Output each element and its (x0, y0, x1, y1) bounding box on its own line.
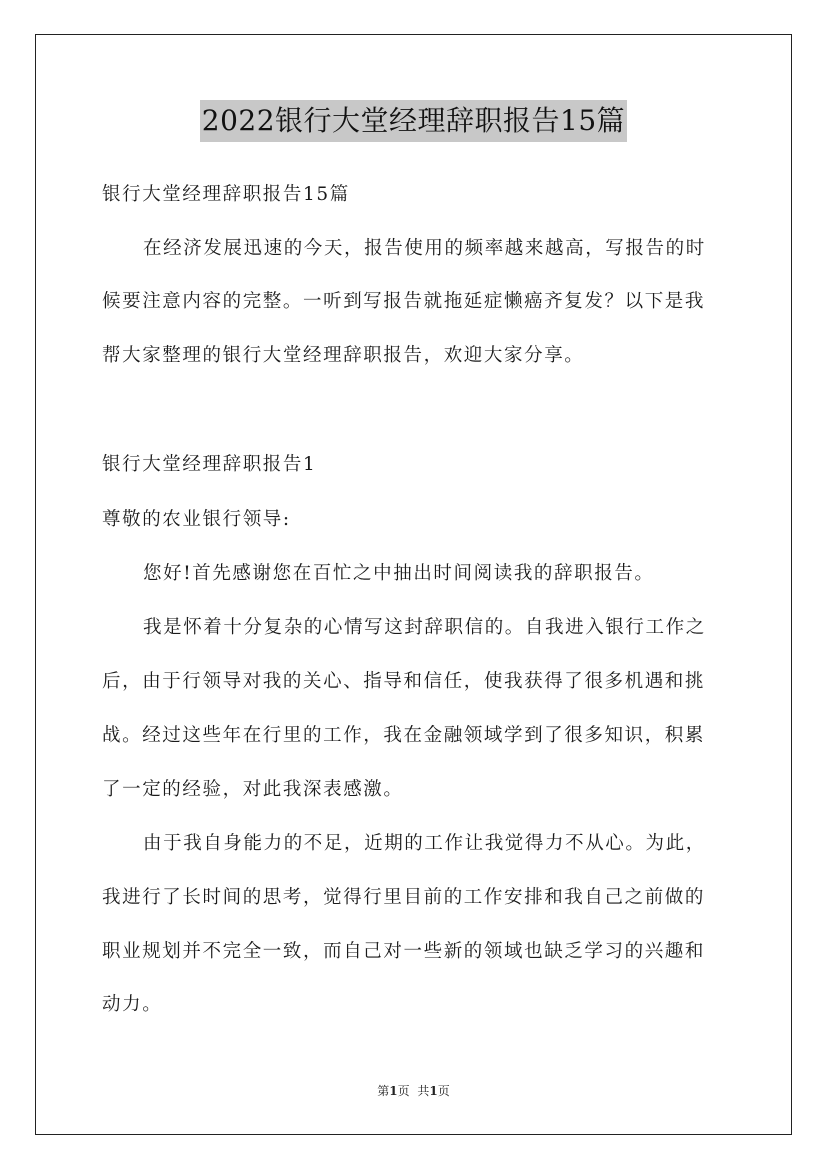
total-pages: 1 (429, 1084, 438, 1098)
page-prefix: 第 (377, 1084, 390, 1098)
paragraph-3-line-2: 我进行了长时间的思考，觉得行里目前的工作安排和我自己之前做的 (102, 887, 706, 908)
subtitle: 银行大堂经理辞职报告15篇 (102, 184, 350, 205)
section-heading: 银行大堂经理辞职报告1 (102, 454, 317, 475)
page-footer (0, 1082, 827, 1100)
paragraph-3-line-3: 职业规划并不完全一致，而自己对一些新的领域也缺乏学习的兴趣和 (102, 941, 706, 962)
title-container (0, 100, 827, 142)
total-suffix: 页 (437, 1084, 450, 1098)
paragraph-2-line-2: 后，由于行领导对我的关心、指导和信任，使我获得了很多机遇和挑 (102, 671, 706, 692)
page-number: 1 (389, 1084, 398, 1098)
intro-line-2: 候要注意内容的完整。一听到写报告就拖延症懒癌齐复发？以下是我 (102, 291, 706, 312)
paragraph-2-line-3: 战。经过这些年在行里的工作，我在金融领域学到了很多知识，积累 (102, 725, 706, 746)
paragraph-1-line-1: 您好!首先感谢您在百忙之中抽出时间阅读我的辞职报告。 (143, 563, 655, 584)
total-prefix: 共 (417, 1084, 430, 1098)
paragraph-2-line-1: 我是怀着十分复杂的心情写这封辞职信的。自我进入银行工作之 (143, 617, 706, 638)
document-title: 2022银行大堂经理辞职报告15篇 (200, 100, 627, 142)
paragraph-3-line-4: 动力。 (102, 994, 163, 1015)
paragraph-3-line-1: 由于我自身能力的不足，近期的工作让我觉得力不从心。为此， (143, 833, 706, 854)
page-suffix: 页 (397, 1084, 410, 1098)
intro-line-1: 在经济发展迅速的今天，报告使用的频率越来越高，写报告的时 (143, 238, 706, 259)
paragraph-2-line-4: 了一定的经验，对此我深表感激。 (102, 779, 404, 800)
intro-line-3: 帮大家整理的银行大堂经理辞职报告，欢迎大家分享。 (102, 345, 585, 366)
salutation: 尊敬的农业银行领导: (102, 509, 291, 530)
